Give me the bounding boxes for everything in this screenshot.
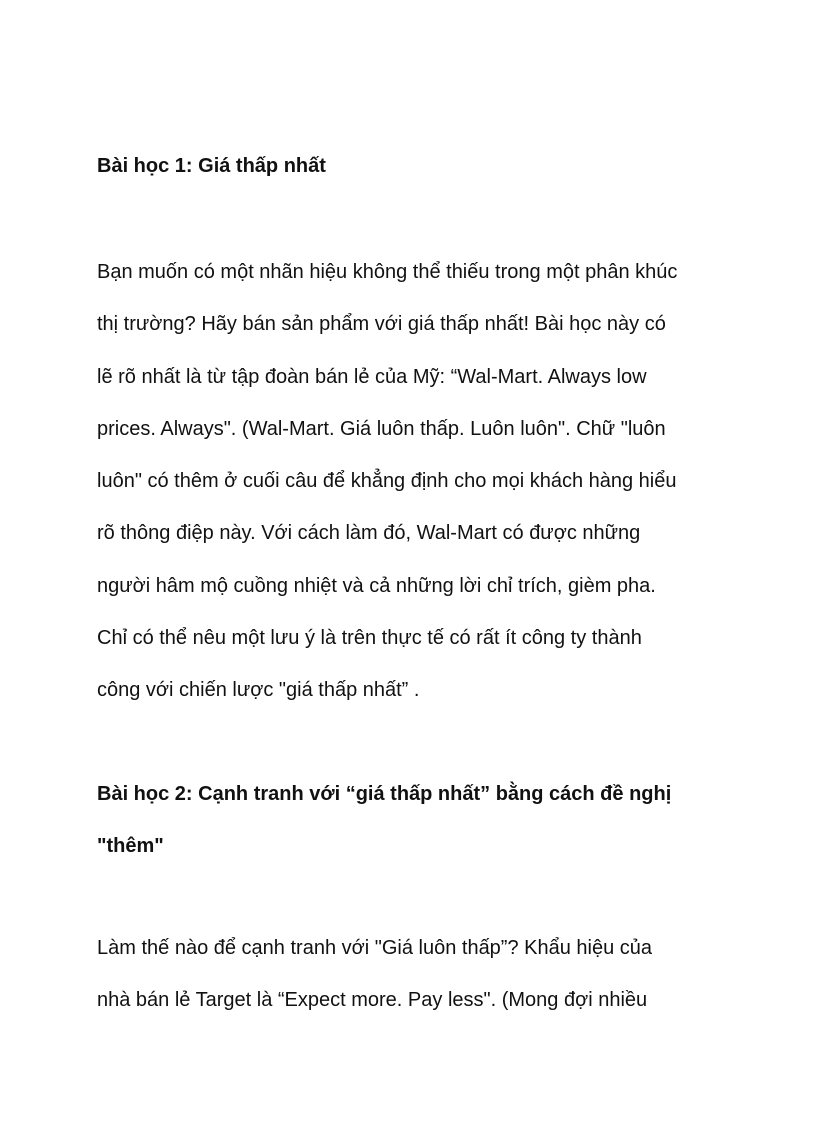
heading-line: Bài học 2: Cạnh tranh với “giá thấp nhất” bằng cách đề nghị (97, 783, 672, 805)
paragraph-line: người hâm mộ cuồng nhiệt và cả những lời chỉ trích, gièm pha. (97, 574, 656, 597)
paragraph-line: lẽ rõ nhất là từ tập đoàn bán lẻ của Mỹ: “Wal-Mart. Always low (97, 365, 647, 388)
paragraph-line: prices. Always". (Wal-Mart. Giá luôn thấp. Luôn luôn". Chữ "luôn (97, 417, 666, 440)
lesson-1-paragraph (97, 246, 737, 717)
lesson-2-paragraph (97, 922, 737, 1027)
lesson-1-heading: Bài học 1: Giá thấp nhất (97, 155, 326, 177)
heading-line: "thêm" (97, 835, 164, 857)
lesson-2-heading (97, 768, 737, 872)
paragraph-line: công với chiến lược "giá thấp nhất” . (97, 679, 420, 702)
paragraph-line: thị trường? Hãy bán sản phẩm với giá thấp nhất! Bài học này có (97, 313, 666, 336)
paragraph-line: nhà bán lẻ Target là “Expect more. Pay less". (Mong đợi nhiều (97, 989, 648, 1012)
paragraph-line: Làm thế nào để cạnh tranh với "Giá luôn thấp”? Khẩu hiệu của (97, 937, 653, 959)
paragraph-line: Chỉ có thể nêu một lưu ý là trên thực tế có rất ít công ty thành (97, 627, 642, 650)
paragraph-line: rõ thông điệp này. Với cách làm đó, Wal-Mart có được những (97, 522, 641, 545)
paragraph-line: luôn" có thêm ở cuối câu để khẳng định cho mọi khách hàng hiểu (97, 470, 677, 493)
paragraph-line: Bạn muốn có một nhãn hiệu không thể thiếu trong một phân khúc (97, 261, 678, 283)
